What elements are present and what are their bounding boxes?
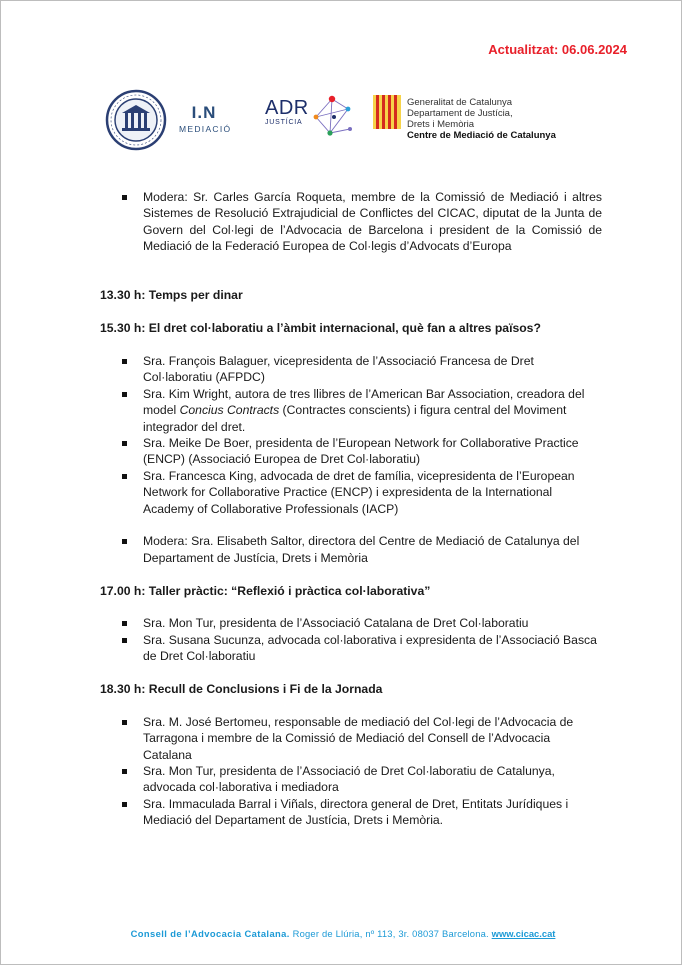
in-logo-text: MEDIACIÓ [179, 124, 232, 134]
speaker-text: Sra. Susana Sucunza, advocada col·laborativa i expresidenta de l’Associació Basca de Dret Col·laboratiu [143, 632, 597, 664]
list-item [100, 615, 602, 631]
bullet-icon [122, 474, 127, 479]
bullet-icon [122, 802, 127, 807]
adr-logo-text: JUSTÍCIA [265, 119, 303, 126]
bullet-icon [122, 359, 127, 364]
gencat-flag-icon [373, 95, 401, 134]
moderator-text: Modera: Sra. Elisabeth Saltor, directora del Centre de Mediació de Catalunya del Departament de Justícia, Drets i Memòria [143, 534, 580, 565]
agenda-content [100, 189, 602, 829]
cicac-seal-logo [105, 89, 167, 156]
bullet-icon [122, 195, 127, 200]
updated-date: Actualitzat: 06.06.2024 [488, 42, 627, 57]
list-item [100, 353, 602, 386]
speaker-text: Sra. Mon Tur, presidenta de l’Associació de Dret Col·laboratiu de Catalunya, advocada col·laborativa i mediadora [143, 764, 555, 795]
speaker-text: Sra. M. José Bertomeu, responsable de mediació del Col·legi de l’Advocacia de Tarragona i membre de la Comissió de Mediació del Consell de l’Advocacia Catalana [143, 714, 574, 762]
speaker-text-italic: Concius Contracts [179, 403, 280, 418]
gencat-line-1: Generalitat de Catalunya [407, 97, 513, 108]
list-item [100, 796, 602, 829]
bullet-icon [122, 392, 127, 397]
gencat-line-4: Centre de Mediació de Catalunya [407, 130, 556, 141]
lunch-heading: 13.30 h: Temps per dinar [100, 288, 243, 303]
list-item [100, 386, 602, 435]
list-item [100, 435, 602, 468]
list-item [100, 632, 602, 665]
adr-logo-mark: ADR [265, 97, 309, 119]
speaker-text: Sra. François Balaguer, vicepresidenta de l’Associació Francesa de Dret Col·laboratiu (AFPDC) [143, 354, 534, 385]
speaker-text-a: Sra. Kim Wright, autora de tres llibres de l’American Bar Association, creadora del model [143, 386, 585, 418]
gencat-line-3: Drets i Memòria [407, 119, 475, 130]
gencat-line-2: Departament de Justícia, [407, 108, 513, 119]
page-footer [1, 928, 684, 939]
list-item [100, 763, 602, 796]
list-item-moderator [100, 533, 602, 566]
session-heading-1700: 17.00 h: Taller pràctic: “Reflexió i pràctica col·laborativa” [100, 583, 431, 598]
footer-address: Roger de Llúria, nº 113, 3r. 08037 Barcelona. [289, 928, 492, 939]
bullet-icon [122, 638, 127, 643]
bullet-icon [122, 441, 127, 446]
in-mediacio-logo [179, 103, 232, 134]
session-heading-1830: 18.30 h: Recull de Conclusions i Fi de la Jornada [100, 682, 383, 697]
bullet-icon [122, 621, 127, 626]
adr-justicia-logo [265, 97, 309, 126]
session-heading-1530: 15.30 h: El dret col·laboratiu a l’àmbit internacional, què fan a altres països? [100, 321, 541, 336]
list-item [100, 714, 602, 763]
bullet-icon [122, 539, 127, 544]
speaker-text: Sra. Mon Tur, presidenta de l’Associació Catalana de Dret Col·laboratiu [143, 616, 529, 631]
list-item-moderator [100, 189, 602, 255]
network-icon [310, 93, 354, 144]
speaker-text: Sra. Immaculada Barral i Viñals, directora general de Dret, Entitats Jurídiques i Mediació del Departament de Justícia, Drets i Memòria. [143, 796, 569, 828]
list-item [100, 468, 602, 517]
bullet-icon [122, 720, 127, 725]
gencat-logo-text [407, 97, 556, 141]
speaker-text: Sra. Meike De Boer, presidenta de l’European Network for Collaborative Practice (ENCP) (Associació Europea de Dret Col·laboratiu) [143, 436, 579, 467]
footer-org: Consell de l’Advocacia Catalana. [130, 928, 290, 939]
speaker-text-b: (Contractes conscients) i figura central del Moviment integrador del dret. [143, 403, 567, 434]
in-logo-mark: I.N [191, 103, 217, 122]
moderator-text: Modera: Sr. Carles García Roqueta, membre de la Comissió de Mediació i altres Sistemes de Resolució Extrajudicial de Conflictes del CICAC, diputat de la Junta de Govern del Col·legi de l’Advocacia de Barcelona i president de la Comissió de Mediació de la Federació Europea de Col·legis d’Advocats d’Europa [143, 190, 602, 254]
speaker-text: Sra. Francesca King, advocada de dret de família, vicepresidenta de l’European Network for Collaborative Practice (ENCP) i expresidenta de la International Academy of Collaborative Professionals (IACP) [143, 468, 575, 516]
footer-website-link[interactable]: www.cicac.cat [491, 928, 556, 939]
bullet-icon [122, 769, 127, 774]
